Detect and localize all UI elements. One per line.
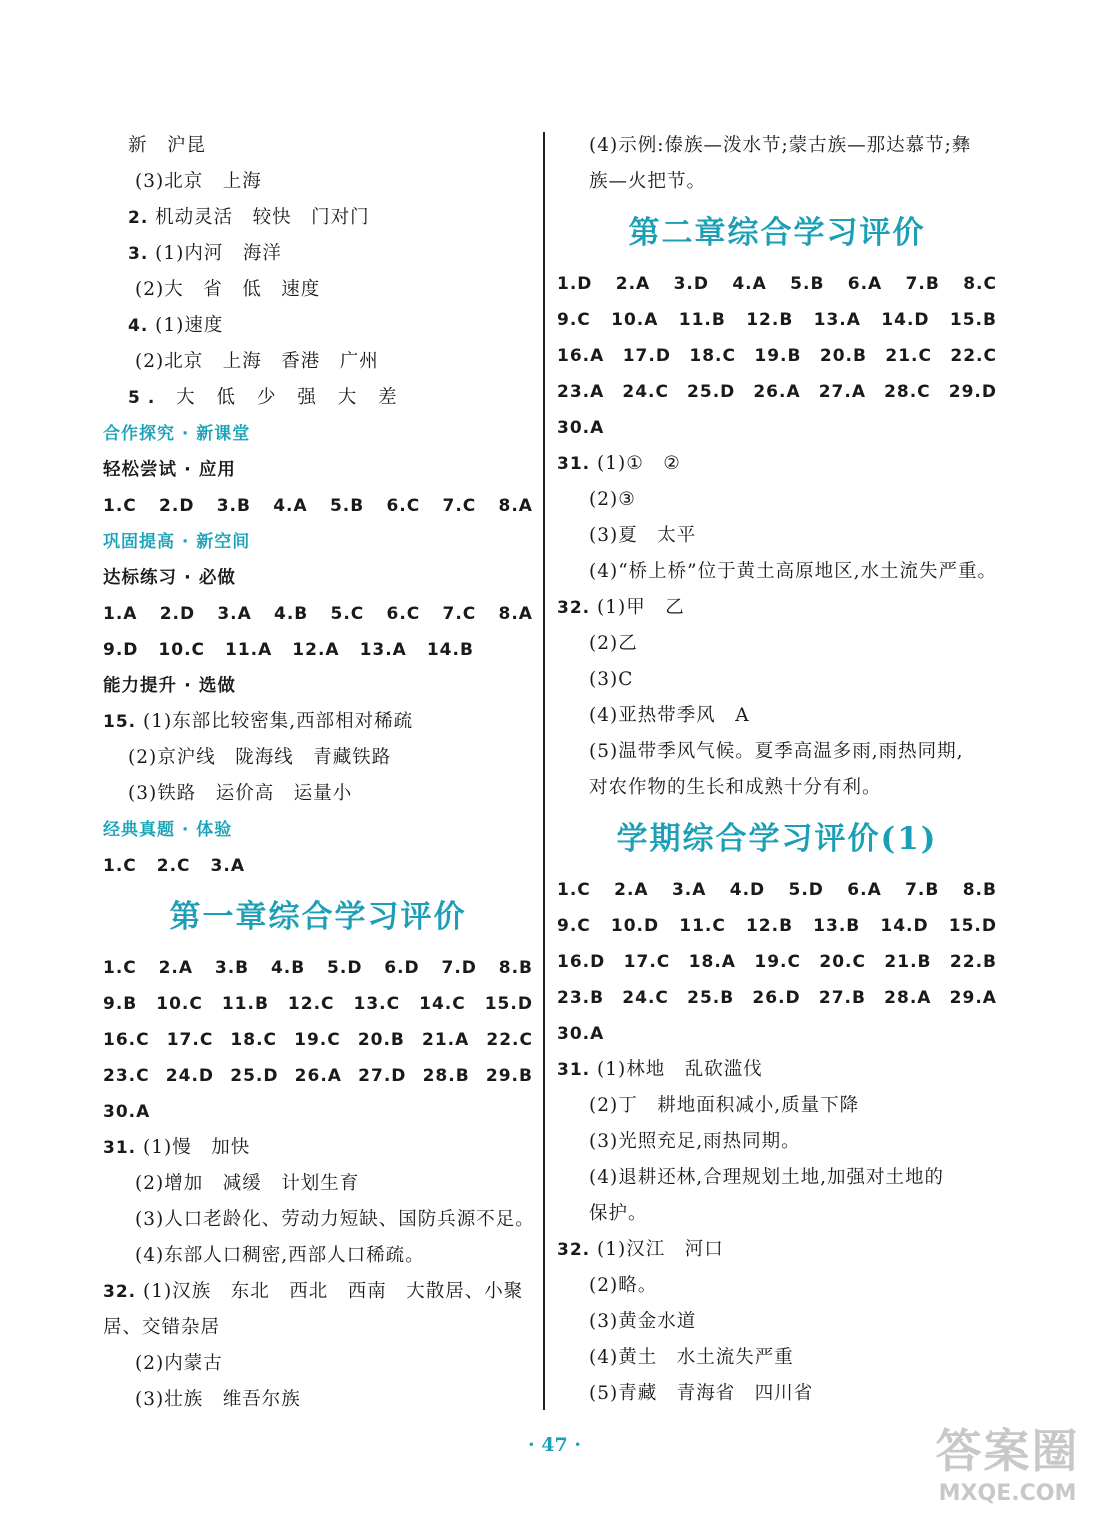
- answer-item: 18.C: [230, 1030, 277, 1050]
- answer-item: 4.A: [273, 496, 308, 516]
- answer-item: 27.B: [818, 988, 866, 1008]
- answer-item: 6.A: [847, 274, 883, 294]
- answer-line: [103, 1346, 533, 1382]
- answer-item: 13.B: [813, 916, 861, 936]
- answer-text: (5)青藏 青海省 四川省: [589, 1383, 814, 1404]
- answer-item: 3.A: [217, 604, 252, 624]
- answer-item: 8.A: [498, 604, 533, 624]
- answer-row: [557, 944, 997, 980]
- answer-item: 8.A: [498, 496, 533, 516]
- answer-item: 29.B: [485, 1066, 533, 1086]
- answer-line: [557, 1052, 997, 1088]
- subsection-heading: 达标练习 · 必做: [103, 568, 236, 588]
- answer-text: (1)慢 加快: [136, 1137, 251, 1158]
- answer-item: 4.D: [729, 880, 766, 900]
- answer-line: [557, 1268, 997, 1304]
- answer-item: 9.B: [103, 994, 138, 1014]
- answer-item: 9.C: [557, 310, 591, 330]
- watermark-url: MXQE.COM: [938, 1481, 1077, 1506]
- answer-line: [103, 1166, 533, 1202]
- answer-item: 7.C: [442, 496, 477, 516]
- answer-item: 14.D: [880, 916, 929, 936]
- answer-item: 12.B: [746, 310, 794, 330]
- question-number: 5.: [128, 388, 163, 408]
- answer-item: 13.C: [353, 994, 401, 1014]
- subsection-heading: 能力提升 · 选做: [103, 676, 236, 696]
- answer-row: [557, 374, 997, 410]
- answer-line: [103, 128, 533, 164]
- answer-item: 19.B: [754, 346, 802, 366]
- answer-row: [103, 1058, 533, 1094]
- section-heading: 合作探究 · 新课堂: [103, 424, 251, 444]
- answer-item: 24.D: [165, 1066, 215, 1086]
- answer-item: 15.D: [484, 994, 533, 1014]
- answer-item: 21.B: [884, 952, 932, 972]
- answer-text: (2)京沪线 陇海线 青藏铁路: [128, 747, 392, 768]
- left-column: [103, 128, 533, 1418]
- answer-line: [557, 1160, 997, 1196]
- answer-item: 28.A: [884, 988, 932, 1008]
- answer-row: [103, 1094, 533, 1130]
- answer-item: 3.B: [214, 958, 250, 978]
- answer-row: [103, 632, 533, 668]
- answer-line: [103, 1202, 533, 1238]
- answer-line: [557, 626, 997, 662]
- answer-line: [557, 1304, 997, 1340]
- answer-text: (2)乙: [589, 633, 638, 654]
- answer-item: 21.A: [422, 1030, 470, 1050]
- watermark-logo: [920, 1422, 1095, 1522]
- answer-item: 26.A: [294, 1066, 342, 1086]
- answer-item: 2.A: [614, 880, 649, 900]
- answer-item: 6.C: [386, 496, 421, 516]
- right-column: [557, 128, 997, 1412]
- section-heading: 巩固提高 · 新空间: [103, 532, 251, 552]
- answer-item: 8.B: [962, 880, 997, 900]
- answer-line: [103, 1310, 533, 1346]
- answer-line: [557, 1124, 997, 1160]
- answer-item: 28.B: [422, 1066, 470, 1086]
- answer-item: 23.C: [103, 1066, 150, 1086]
- answer-text: 保护。: [589, 1203, 648, 1224]
- answer-text: (1)汉族 东北 西北 西南 大散居、小聚: [136, 1281, 524, 1302]
- answer-item: 8.C: [963, 274, 997, 294]
- answer-text: (2)略。: [589, 1275, 658, 1296]
- answer-item: 25.D: [230, 1066, 279, 1086]
- answer-row: [103, 986, 533, 1022]
- answer-item: 27.D: [358, 1066, 407, 1086]
- answer-text: 新 沪昆: [128, 135, 207, 156]
- answer-item: 1.A: [103, 604, 138, 624]
- answer-text: (3)C: [589, 669, 634, 690]
- answer-row: [557, 1016, 997, 1052]
- answer-item: 20.B: [819, 346, 867, 366]
- answer-row: [557, 410, 997, 446]
- answer-text: (4)示例:傣族—泼水节;蒙古族—那达慕节;彝: [589, 135, 972, 156]
- answer-item: 26.A: [753, 382, 801, 402]
- answer-item: 1.C: [103, 496, 137, 516]
- answer-line: [103, 776, 533, 812]
- answer-line: [557, 734, 997, 770]
- answer-item: 15.B: [949, 310, 997, 330]
- answer-item: 30.A: [103, 1102, 151, 1122]
- answer-row: [103, 1022, 533, 1058]
- answer-text: (4)亚热带季风 A: [589, 705, 750, 726]
- answer-item: 2.A: [158, 958, 194, 978]
- answer-row: [103, 950, 533, 986]
- answer-item: 3.D: [673, 274, 709, 294]
- answer-line: [557, 1340, 997, 1376]
- question-number: 4.: [128, 316, 149, 336]
- answer-item: 25.B: [687, 988, 735, 1008]
- answer-text: (3)铁路 运价高 运量小: [128, 783, 353, 804]
- answer-item: 1.C: [557, 880, 591, 900]
- answer-text: (3)北京 上海: [135, 171, 262, 192]
- answer-line: [557, 1088, 997, 1124]
- question-number: 32.: [557, 1240, 591, 1260]
- answer-text: (1)林地 乱砍滥伐: [590, 1059, 763, 1080]
- answer-item: 19.C: [754, 952, 801, 972]
- answer-row: [557, 338, 997, 374]
- question-number: 15.: [103, 712, 137, 732]
- answer-item: 22.B: [949, 952, 997, 972]
- answer-text: (1)甲 乙: [590, 597, 685, 618]
- answer-text: (1)速度: [148, 315, 224, 336]
- answer-text: (2)北京 上海 香港 广州: [135, 351, 379, 372]
- answer-item: 10.C: [158, 640, 205, 660]
- answer-item: 15.D: [948, 916, 997, 936]
- answer-item: 11.A: [225, 640, 273, 660]
- answer-item: 2.D: [159, 496, 195, 516]
- answer-item: 1.C: [103, 856, 137, 876]
- answer-item: 10.A: [611, 310, 659, 330]
- answer-text: (1)东部比较密集,西部相对稀疏: [136, 711, 414, 732]
- answer-line: [557, 128, 997, 164]
- answer-text: (3)人口老龄化、劳动力短缺、国防兵源不足。: [135, 1209, 535, 1230]
- answer-text: (2)丁 耕地面积减小,质量下降: [589, 1095, 860, 1116]
- answer-item: 7.B: [905, 274, 940, 294]
- chapter-heading: 第二章综合学习评价: [628, 215, 926, 251]
- answer-item: 13.A: [813, 310, 861, 330]
- answer-item: 3.B: [216, 496, 251, 516]
- answer-text: (4)“桥上桥”位于黄土高原地区,水土流失严重。: [589, 561, 998, 582]
- page-number: · 47 ·: [528, 1434, 581, 1456]
- answer-item: 4.B: [274, 604, 309, 624]
- answer-item: 24.C: [622, 988, 669, 1008]
- answer-item: 11.C: [679, 916, 726, 936]
- answer-item: 10.D: [610, 916, 660, 936]
- answer-item: 24.C: [622, 382, 669, 402]
- answer-item: 21.C: [885, 346, 932, 366]
- answer-text: (5)温带季风气候。夏季高温多雨,雨热同期,: [589, 741, 964, 762]
- answer-row: [103, 488, 533, 524]
- question-number: 32.: [103, 1282, 137, 1302]
- answer-item: 3.A: [671, 880, 707, 900]
- answer-item: 23.B: [557, 988, 605, 1008]
- answer-item: 2.A: [615, 274, 651, 294]
- answer-item: 4.A: [732, 274, 767, 294]
- answer-item: 30.A: [557, 418, 605, 438]
- answer-item: 14.C: [419, 994, 466, 1014]
- answer-row: [557, 980, 997, 1016]
- answer-item: 16.A: [557, 346, 605, 366]
- answer-line: [557, 1196, 997, 1232]
- question-number: 31.: [103, 1138, 137, 1158]
- answer-item: 8.B: [498, 958, 533, 978]
- question-number: 31.: [557, 1060, 591, 1080]
- answer-item: 7.B: [905, 880, 940, 900]
- answer-text: (3)夏 太平: [589, 525, 697, 546]
- answer-line: [557, 1232, 997, 1268]
- answer-item: 22.C: [486, 1030, 533, 1050]
- answer-line: [103, 308, 533, 344]
- answer-line: [103, 1274, 533, 1310]
- answer-item: 22.C: [950, 346, 997, 366]
- answer-item: 29.A: [949, 988, 997, 1008]
- answer-line: [557, 662, 997, 698]
- answer-item: 7.C: [442, 604, 477, 624]
- answer-text: (1)汉江 河口: [590, 1239, 724, 1260]
- answer-item: 16.C: [103, 1030, 150, 1050]
- question-number: 32.: [557, 598, 591, 618]
- answer-item: 6.A: [847, 880, 882, 900]
- answer-line: [103, 1130, 533, 1166]
- answer-item: 9.C: [557, 916, 591, 936]
- answer-row: [103, 596, 533, 632]
- answer-item: 14.B: [426, 640, 474, 660]
- answer-text: 居、交错杂居: [103, 1317, 221, 1338]
- answer-item: 17.D: [622, 346, 671, 366]
- answer-row: [557, 266, 997, 302]
- subsection-heading: 轻松尝试 · 应用: [103, 460, 236, 480]
- answer-item: 5.B: [329, 496, 365, 516]
- answer-text: (1)内河 海洋: [148, 243, 282, 264]
- answer-text: (1)① ②: [590, 453, 681, 474]
- answer-line: [103, 740, 533, 776]
- answer-item: 9.D: [103, 640, 139, 660]
- answer-item: 5.D: [788, 880, 824, 900]
- answer-text: (4)东部人口稠密,西部人口稀疏。: [135, 1245, 425, 1266]
- answer-line: [557, 446, 997, 482]
- answer-line: [103, 1382, 533, 1418]
- answer-text: (2)增加 减缓 计划生育: [135, 1173, 360, 1194]
- answer-item: 1.C: [103, 958, 137, 978]
- answer-text: (4)黄土 水土流失严重: [589, 1347, 794, 1368]
- answer-item: 11.B: [221, 994, 269, 1014]
- answer-item: 1.D: [557, 274, 593, 294]
- answer-item: 6.D: [384, 958, 420, 978]
- answer-text: (4)退耕还林,合理规划土地,加强对土地的: [589, 1167, 944, 1188]
- answer-item: 4.B: [270, 958, 306, 978]
- answer-item: 12.B: [745, 916, 794, 936]
- section-heading: 经典真题 · 体验: [103, 820, 233, 840]
- question-number: 2.: [128, 208, 149, 228]
- answer-text: (3)黄金水道: [589, 1311, 697, 1332]
- answer-line: [103, 164, 533, 200]
- answer-line: [557, 554, 997, 590]
- column-divider: [543, 132, 545, 1410]
- answer-item: 10.C: [156, 994, 203, 1014]
- answer-item: 25.D: [687, 382, 736, 402]
- answer-item: 5.C: [330, 604, 365, 624]
- chapter-heading: 学期综合学习评价(1): [616, 821, 938, 857]
- answer-line: [103, 1238, 533, 1274]
- answer-line: [557, 590, 997, 626]
- answer-text: (3)壮族 维吾尔族: [135, 1389, 301, 1410]
- question-number: 3.: [128, 244, 149, 264]
- answer-item: 12.C: [287, 994, 335, 1014]
- answer-item: 18.A: [688, 952, 736, 972]
- answer-line: [557, 164, 997, 200]
- answer-item: 28.C: [884, 382, 931, 402]
- answer-item: 6.C: [386, 604, 421, 624]
- question-number: 31.: [557, 454, 591, 474]
- answer-item: 19.C: [294, 1030, 341, 1050]
- watermark-text: 答案圈: [935, 1424, 1080, 1478]
- answer-line: [557, 518, 997, 554]
- answer-line: [557, 770, 997, 806]
- answer-line: [557, 1376, 997, 1412]
- answer-item: 20.B: [357, 1030, 405, 1050]
- answer-item: 5.B: [790, 274, 825, 294]
- answer-item: 5.D: [327, 958, 363, 978]
- answer-text: 族—火把节。: [589, 171, 707, 192]
- answer-item: 7.D: [441, 958, 477, 978]
- answer-text: 对农作物的生长和成熟十分有利。: [589, 777, 882, 798]
- answer-item: 26.D: [752, 988, 801, 1008]
- answer-line: [103, 704, 533, 740]
- answer-line: [103, 380, 533, 416]
- answer-row: [557, 872, 997, 908]
- answer-item: 20.C: [819, 952, 866, 972]
- answer-item: 30.A: [557, 1024, 605, 1044]
- answer-line: [103, 344, 533, 380]
- answer-text: (3)光照充足,雨热同期。: [589, 1131, 801, 1152]
- answer-line: [103, 236, 533, 272]
- answer-item: 29.D: [948, 382, 997, 402]
- answer-row: [557, 908, 997, 944]
- chapter-heading: 第一章综合学习评价: [169, 899, 467, 935]
- answer-item: 27.A: [818, 382, 866, 402]
- answer-text: (2)大 省 低 速度: [135, 279, 321, 300]
- answer-line: [103, 200, 533, 236]
- answer-item: 23.A: [557, 382, 605, 402]
- answer-line: [557, 698, 997, 734]
- answer-line: [557, 482, 997, 518]
- answer-text: 机动灵活 较快 门对门: [148, 207, 370, 228]
- answer-item: 17.C: [166, 1030, 214, 1050]
- answer-item: 18.C: [689, 346, 736, 366]
- answer-item: 16.D: [557, 952, 606, 972]
- answer-item: 17.C: [623, 952, 671, 972]
- answer-item: 14.D: [881, 310, 930, 330]
- answer-line: [103, 272, 533, 308]
- answer-item: 13.A: [359, 640, 407, 660]
- answer-item: 2.C: [156, 856, 191, 876]
- answer-text: (2)③: [589, 489, 636, 510]
- answer-item: 11.B: [678, 310, 726, 330]
- answer-row: [557, 302, 997, 338]
- answer-item: 3.A: [210, 856, 245, 876]
- answer-item: 2.D: [159, 604, 196, 624]
- answer-item: 12.A: [292, 640, 340, 660]
- answer-text: (2)内蒙古: [135, 1353, 223, 1374]
- answer-text: 大 低 少 强 大 差: [162, 387, 405, 408]
- answer-row: [103, 848, 533, 884]
